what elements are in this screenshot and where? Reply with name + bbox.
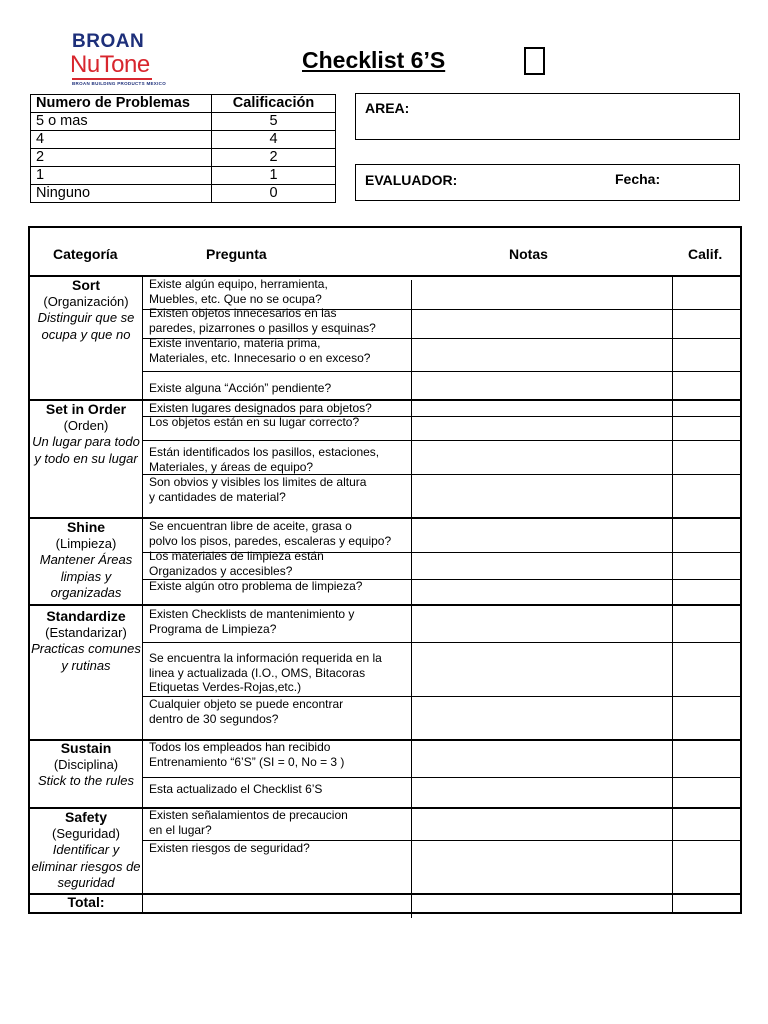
question-line: Existen riesgos de seguridad? bbox=[149, 841, 310, 855]
question bbox=[149, 277, 411, 306]
score-row bbox=[31, 167, 336, 185]
category-sub: (Organización) bbox=[43, 293, 129, 309]
category-desc: Identificar y eliminar riesgos de seguridad bbox=[31, 842, 141, 890]
score-cell: 2 bbox=[212, 149, 336, 167]
category-sub: (Estandarizar) bbox=[45, 624, 127, 640]
question bbox=[149, 607, 411, 636]
question-line: Organizados y accesibles? bbox=[149, 563, 293, 578]
score-cell: Ninguno bbox=[31, 185, 212, 203]
question-line: Existen Checklists de mantenimiento y bbox=[149, 607, 355, 621]
row-divider bbox=[142, 440, 740, 441]
question bbox=[149, 841, 411, 856]
score-header-calificacion: Calificación bbox=[212, 95, 336, 113]
question bbox=[149, 808, 411, 837]
question-line: Materiales, y áreas de equipo? bbox=[149, 459, 314, 474]
category-desc: Practicas comunes y rutinas bbox=[31, 641, 141, 673]
header-calif: Calif. bbox=[688, 246, 723, 262]
question bbox=[149, 415, 411, 430]
category-name: Sustain bbox=[60, 740, 112, 756]
question bbox=[149, 475, 411, 504]
category-desc: Stick to the rules bbox=[37, 773, 135, 788]
question-line: Entrenamiento “6’S” (SI = 0, No = 3 ) bbox=[149, 754, 345, 769]
category-desc: Mantener Áreas limpias y organizadas bbox=[39, 552, 133, 600]
question bbox=[149, 306, 411, 335]
area-label: AREA: bbox=[365, 100, 410, 116]
header-notas: Notas bbox=[509, 246, 548, 262]
question-line: en el lugar? bbox=[149, 822, 212, 837]
question bbox=[149, 519, 411, 548]
score-cell: 5 bbox=[212, 113, 336, 131]
row-divider bbox=[142, 642, 740, 643]
score-header-problems: Numero de Problemas bbox=[31, 95, 212, 113]
question-line: Existen lugares designados para objetos? bbox=[149, 401, 372, 415]
category-sort bbox=[30, 277, 142, 343]
category-set-in-order bbox=[30, 401, 142, 467]
question bbox=[149, 651, 411, 695]
category-name: Standardize bbox=[46, 608, 126, 624]
question-line: Existe algún otro problema de limpieza? bbox=[149, 579, 363, 593]
question-line: linea y actualizada (I.O., OMS, Bitacoras bbox=[149, 665, 366, 680]
col-divider bbox=[411, 280, 412, 918]
question bbox=[149, 381, 411, 396]
evaluador-label: EVALUADOR: bbox=[365, 172, 458, 188]
question bbox=[149, 401, 411, 416]
question-line: Existen objetos innecesarios en las bbox=[149, 306, 337, 320]
title-checkbox[interactable] bbox=[524, 47, 545, 75]
fecha-label: Fecha: bbox=[615, 171, 661, 187]
area-field[interactable] bbox=[355, 93, 740, 140]
category-name: Safety bbox=[64, 809, 108, 825]
question-line: Se encuentra la información requerida en la bbox=[149, 651, 382, 665]
score-cell: 2 bbox=[31, 149, 212, 167]
question-line: Materiales, etc. Innecesario o en exceso? bbox=[149, 350, 371, 365]
total-label: Total: bbox=[67, 894, 105, 910]
question-line: Los materiales de limpieza están bbox=[149, 549, 324, 563]
category-sub: (Disciplina) bbox=[53, 756, 119, 772]
evaluador-field[interactable] bbox=[355, 164, 740, 201]
question-line: Existe algún equipo, herramienta, bbox=[149, 277, 328, 291]
category-desc: Un lugar para todo y todo en su lugar bbox=[32, 434, 140, 466]
category-shine bbox=[30, 519, 142, 602]
category-divider bbox=[29, 604, 741, 606]
question-line: dentro de 30 segundos? bbox=[149, 711, 279, 726]
question bbox=[149, 782, 411, 797]
question-line: Etiquetas Verdes-Rojas,etc.) bbox=[149, 680, 302, 694]
page-title: Checklist 6’S bbox=[302, 47, 446, 73]
category-name: Sort bbox=[72, 277, 100, 293]
score-cell: 5 o mas bbox=[31, 113, 212, 131]
question bbox=[149, 697, 411, 726]
score-table bbox=[30, 94, 336, 203]
score-header-row bbox=[31, 95, 336, 113]
logo-tagline: BROAN BUILDING PRODUCTS MEXICO bbox=[72, 81, 167, 86]
question-line: Existe alguna “Acción” pendiente? bbox=[149, 381, 332, 395]
category-sustain bbox=[30, 740, 142, 790]
category-safety bbox=[30, 809, 142, 892]
question-line: polvo los pisos, paredes, escaleras y equipo? bbox=[149, 533, 392, 548]
nutone-logo: NuTone bbox=[70, 51, 150, 78]
score-row bbox=[31, 185, 336, 203]
question bbox=[149, 579, 411, 594]
question-line: Todos los empleados han recibido bbox=[149, 740, 331, 754]
category-sub: (Orden) bbox=[63, 417, 109, 433]
category-desc: Distinguir que se ocupa y que no bbox=[37, 310, 135, 342]
question-line: Existe inventario, materia prima, bbox=[149, 336, 321, 350]
score-row bbox=[31, 113, 336, 131]
score-row bbox=[31, 149, 336, 167]
question-line: Están identificados los pasillos, estaciones, bbox=[149, 445, 380, 459]
category-name: Set in Order bbox=[45, 401, 127, 417]
category-standardize bbox=[30, 608, 142, 674]
category-sub: (Limpieza) bbox=[55, 535, 117, 551]
question-line: Esta actualizado el Checklist 6’S bbox=[149, 782, 323, 796]
question bbox=[149, 445, 411, 474]
row-divider bbox=[142, 777, 740, 778]
question-line: paredes, pizarrones o pasillos y esquinas? bbox=[149, 320, 376, 335]
question-line: Son obvios y visibles los limites de altura bbox=[149, 475, 367, 489]
broan-logo: BROAN bbox=[72, 31, 145, 52]
question-line: Se encuentran libre de aceite, grasa o bbox=[149, 519, 352, 533]
header-categoria: Categoría bbox=[53, 246, 118, 262]
score-cell: 1 bbox=[212, 167, 336, 185]
row-divider bbox=[142, 371, 740, 372]
question-line: y cantidades de material? bbox=[149, 489, 286, 504]
logo-underline bbox=[72, 78, 152, 80]
question-line: Muebles, etc. Que no se ocupa? bbox=[149, 291, 322, 306]
score-cell: 4 bbox=[212, 131, 336, 149]
question bbox=[149, 336, 411, 365]
question-line: Cualquier objeto se puede encontrar bbox=[149, 697, 344, 711]
question bbox=[149, 740, 411, 769]
question-line: Los objetos están en su lugar correcto? bbox=[149, 415, 360, 429]
category-sub: (Seguridad) bbox=[52, 825, 120, 841]
question-line: Programa de Limpieza? bbox=[149, 621, 277, 636]
score-cell: 0 bbox=[212, 185, 336, 203]
question-line: Existen señalamientos de precaucion bbox=[149, 808, 348, 822]
question bbox=[149, 549, 411, 578]
category-name: Shine bbox=[66, 519, 106, 535]
header-pregunta: Pregunta bbox=[206, 246, 267, 262]
score-cell: 1 bbox=[31, 167, 212, 185]
score-row bbox=[31, 131, 336, 149]
score-cell: 4 bbox=[31, 131, 212, 149]
